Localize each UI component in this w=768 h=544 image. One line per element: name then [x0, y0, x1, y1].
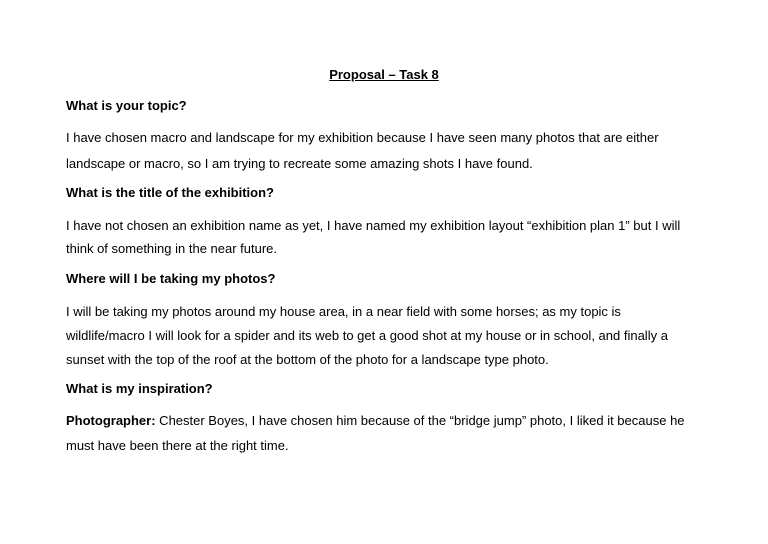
photographer-label: Photographer: — [66, 413, 156, 428]
question-inspiration: What is my inspiration? — [66, 381, 213, 396]
question-topic: What is your topic? — [66, 98, 187, 113]
answer-text: Chester Boyes, I have chosen him because of the “bridge jump” photo, I liked it because he — [155, 413, 685, 428]
answer-line: I have not chosen an exhibition name as yet, I have named my exhibition layout “exhibition plan 1” but I will — [66, 218, 681, 233]
answer-line: wildlife/macro I will look for a spider and its web to get a good shot at my house or in school, and finally a — [66, 328, 668, 343]
answer-line: must have been there at the right time. — [66, 438, 289, 453]
answer-line: landscape or macro, so I am trying to recreate some amazing shots I have found. — [66, 156, 533, 171]
document-title: Proposal – Task 8 — [329, 67, 439, 82]
question-exhibition-title: What is the title of the exhibition? — [66, 185, 274, 200]
answer-line: sunset with the top of the roof at the bottom of the photo for a landscape type photo. — [66, 352, 549, 367]
answer-line-photographer — [66, 413, 685, 429]
answer-line: I have chosen macro and landscape for my exhibition because I have seen many photos that are either — [66, 130, 659, 145]
answer-line: think of something in the near future. — [66, 241, 278, 256]
answer-line: I will be taking my photos around my house area, in a near field with some horses; as my topic is — [66, 304, 621, 319]
question-photo-location: Where will I be taking my photos? — [66, 271, 276, 286]
